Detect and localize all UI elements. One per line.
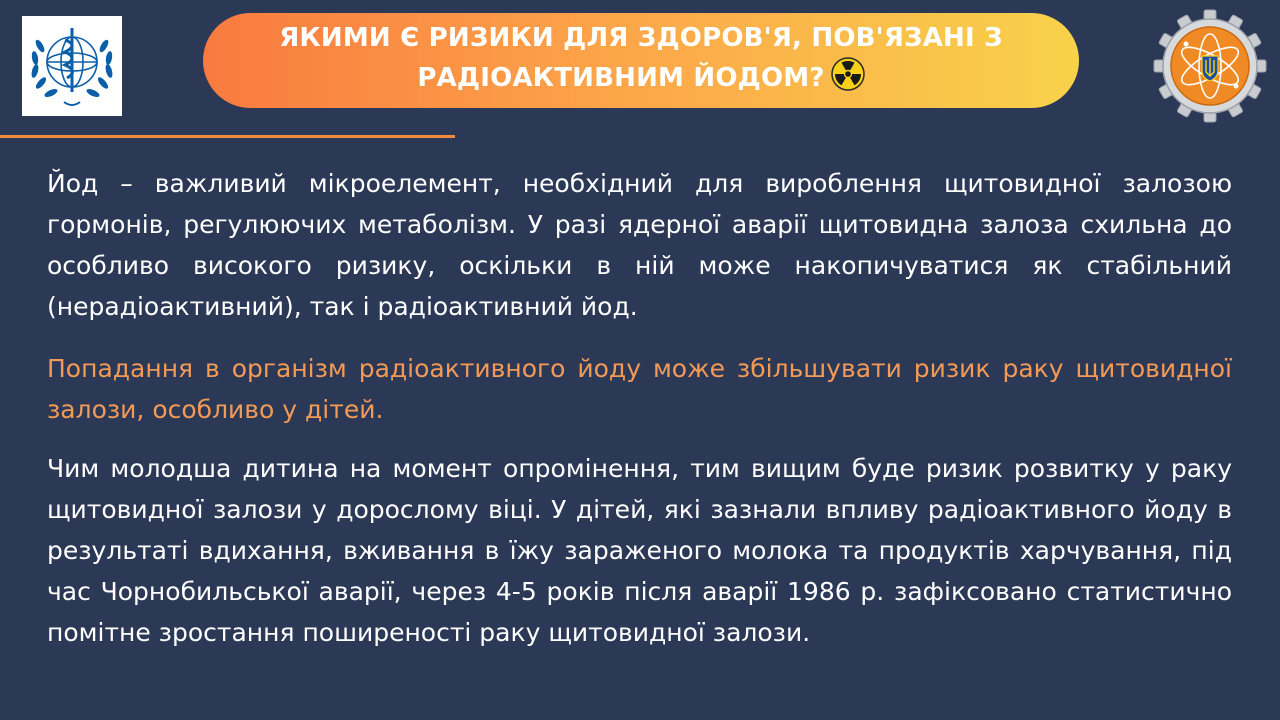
paragraph-children-risk: Чим молодша дитина на момент опромінення, тим вищим буде ризик розвитку у раку щитовидної залози у дорослому віці. У дітей, які зазнали впливу радіоактивного йоду в результаті вдихання, вживання в їжу зараженого молока та продуктів харчування, під час Чорнобильської аварії, через 4-5 років після аварії 1986 р. зафіксовано статистично помітне зростання поширеності раку щитовидної залози. xyxy=(47,454,1232,647)
title-banner xyxy=(203,13,1079,108)
gear-atom-emblem-icon xyxy=(1150,8,1270,124)
title-line-1: ЯКИМИ Є РИЗИКИ ДЛЯ ЗДОРОВ'Я, ПОВ'ЯЗАНІ З xyxy=(279,22,1003,53)
page-title xyxy=(279,20,1003,102)
who-emblem-icon xyxy=(22,16,122,116)
who-logo xyxy=(22,16,122,116)
paragraph-iodine-intro: Йод – важливий мікроелемент, необхідний для вироблення щитовидної залозою гормонів, регулюючих метаболізм. У разі ядерної аварії щитовидна залоза схильна до особливо високого ризику, оскільки в ній може накопичуватися як стабільний (нерадіоактивний), так і радіоактивний йод. xyxy=(47,169,1232,321)
title-line-2 xyxy=(279,57,1003,102)
emblem-logo xyxy=(1150,8,1270,124)
title-line-2-text: РАДІОАКТИВНИМ ЙОДОМ? xyxy=(417,62,825,93)
paragraph-cancer-risk-highlight: Попадання в організм радіоактивного йоду може збільшувати ризик раку щитовидної залози, особливо у дітей. xyxy=(47,354,1232,424)
radiation-icon xyxy=(831,57,865,102)
header-divider xyxy=(0,135,455,138)
